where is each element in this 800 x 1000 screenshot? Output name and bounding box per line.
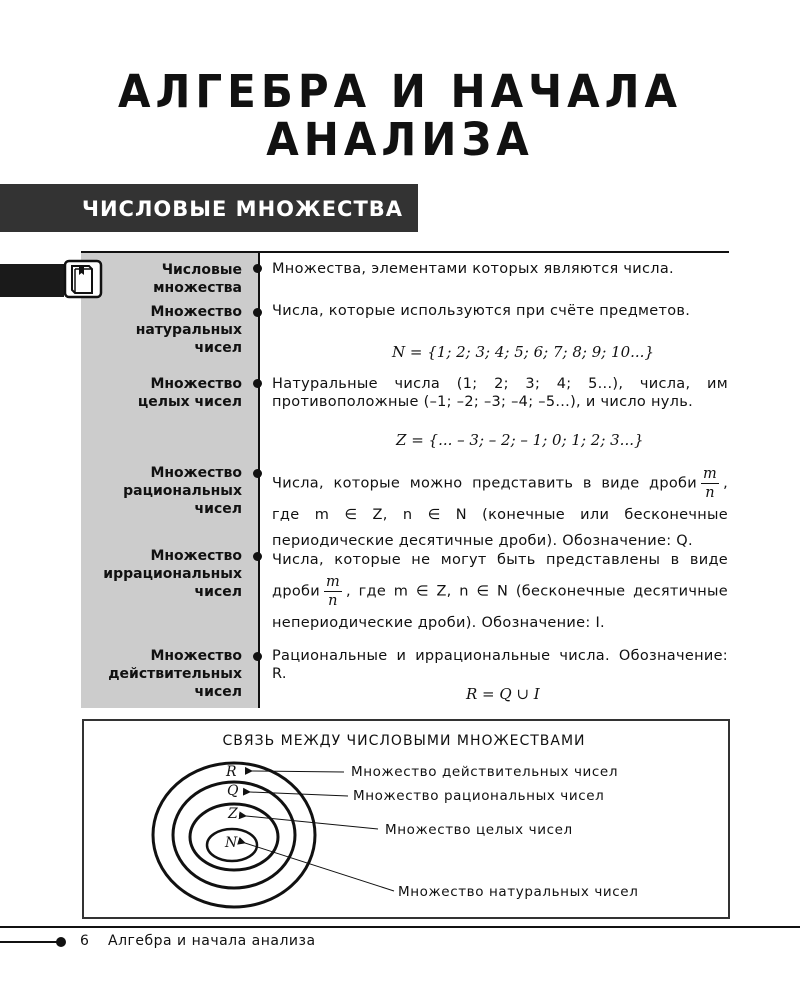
page-title-line-1: АЛГЕБРА И НАЧАЛА xyxy=(117,65,683,118)
pointer-line-n xyxy=(245,843,394,891)
ring-label-q: Q xyxy=(227,783,239,799)
pointer-line-r xyxy=(252,771,344,772)
definition-numeric-sets: Множества, элементами которых являются числа. xyxy=(272,261,674,277)
diagram-label-natural: Множество натуральных чисел xyxy=(398,884,639,900)
formula-real-set: R = Q ∪ I xyxy=(466,685,540,703)
section-title: ЧИСЛОВЫЕ МНОЖЕСТВА xyxy=(82,197,404,221)
definition-natural-numbers: Числа, которые используются при счёте предметов. xyxy=(272,303,691,319)
page-title-line-2: АНАЛИЗА xyxy=(266,113,534,166)
ring-label-n: N xyxy=(225,835,238,851)
footer-rule xyxy=(0,941,60,943)
diagram-label-integer: Множество целых чисел xyxy=(385,822,573,838)
fraction-numerator: m xyxy=(703,466,718,482)
formula-integer-set: Z = {... – 3; – 2; – 1; 0; 1; 2; 3...} xyxy=(396,431,644,449)
definition-text: , где m ∈ Z, n ∈ N (бесконечные десятичные непериодические дроби). Обозначение: I. xyxy=(272,583,728,631)
definition-integers: Натуральные числа (1; 2; 3; 4; 5...), числа, им противоположные (–1; –2; –3; –4; –5...), и число нуль. xyxy=(272,376,728,410)
definition-text: Числа, которые не могут быть представлены в виде дроби xyxy=(272,552,728,600)
page-number: 6 xyxy=(80,933,89,949)
fraction-denominator: n xyxy=(705,485,715,501)
diagram-label-real: Множество действительных чисел xyxy=(351,764,619,780)
term-numeric-sets: Числовые множества xyxy=(153,262,242,296)
term-integers: Множество целых чисел xyxy=(137,376,242,410)
definition-text: , где m ∈ Z, n ∈ N (конечные или бесконечные периодические десятичные дроби). Обозначение: Q. xyxy=(272,475,728,549)
ring-label-z: Z xyxy=(228,806,238,822)
running-footer: Алгебра и начала анализа xyxy=(108,933,316,949)
definition-real-numbers: Рациональные и иррациональные числа. Обозначение: R. xyxy=(272,648,728,682)
formula-natural-set: N = {1; 2; 3; 4; 5; 6; 7; 8; 9; 10...} xyxy=(392,343,654,361)
term-irrational-numbers: Множество иррациональных чисел xyxy=(103,548,242,600)
footer-dot xyxy=(56,937,66,947)
term-natural-numbers: Множество натуральных чисел xyxy=(135,304,242,356)
term-rational-numbers: Множество рациональных чисел xyxy=(123,465,242,517)
definition-text: Числа, которые можно представить в виде дроби xyxy=(272,475,698,492)
ring-label-r: R xyxy=(226,764,237,780)
page-bottom-rule xyxy=(0,926,800,928)
fraction-denominator: n xyxy=(328,593,338,609)
diagram-title: СВЯЗЬ МЕЖДУ ЧИСЛОВЫМИ МНОЖЕСТВАМИ xyxy=(222,733,586,749)
fraction-numerator: m xyxy=(325,574,341,590)
diagram-label-rational: Множество рациональных чисел xyxy=(353,788,605,804)
term-real-numbers: Множество действительных чисел xyxy=(108,648,242,700)
